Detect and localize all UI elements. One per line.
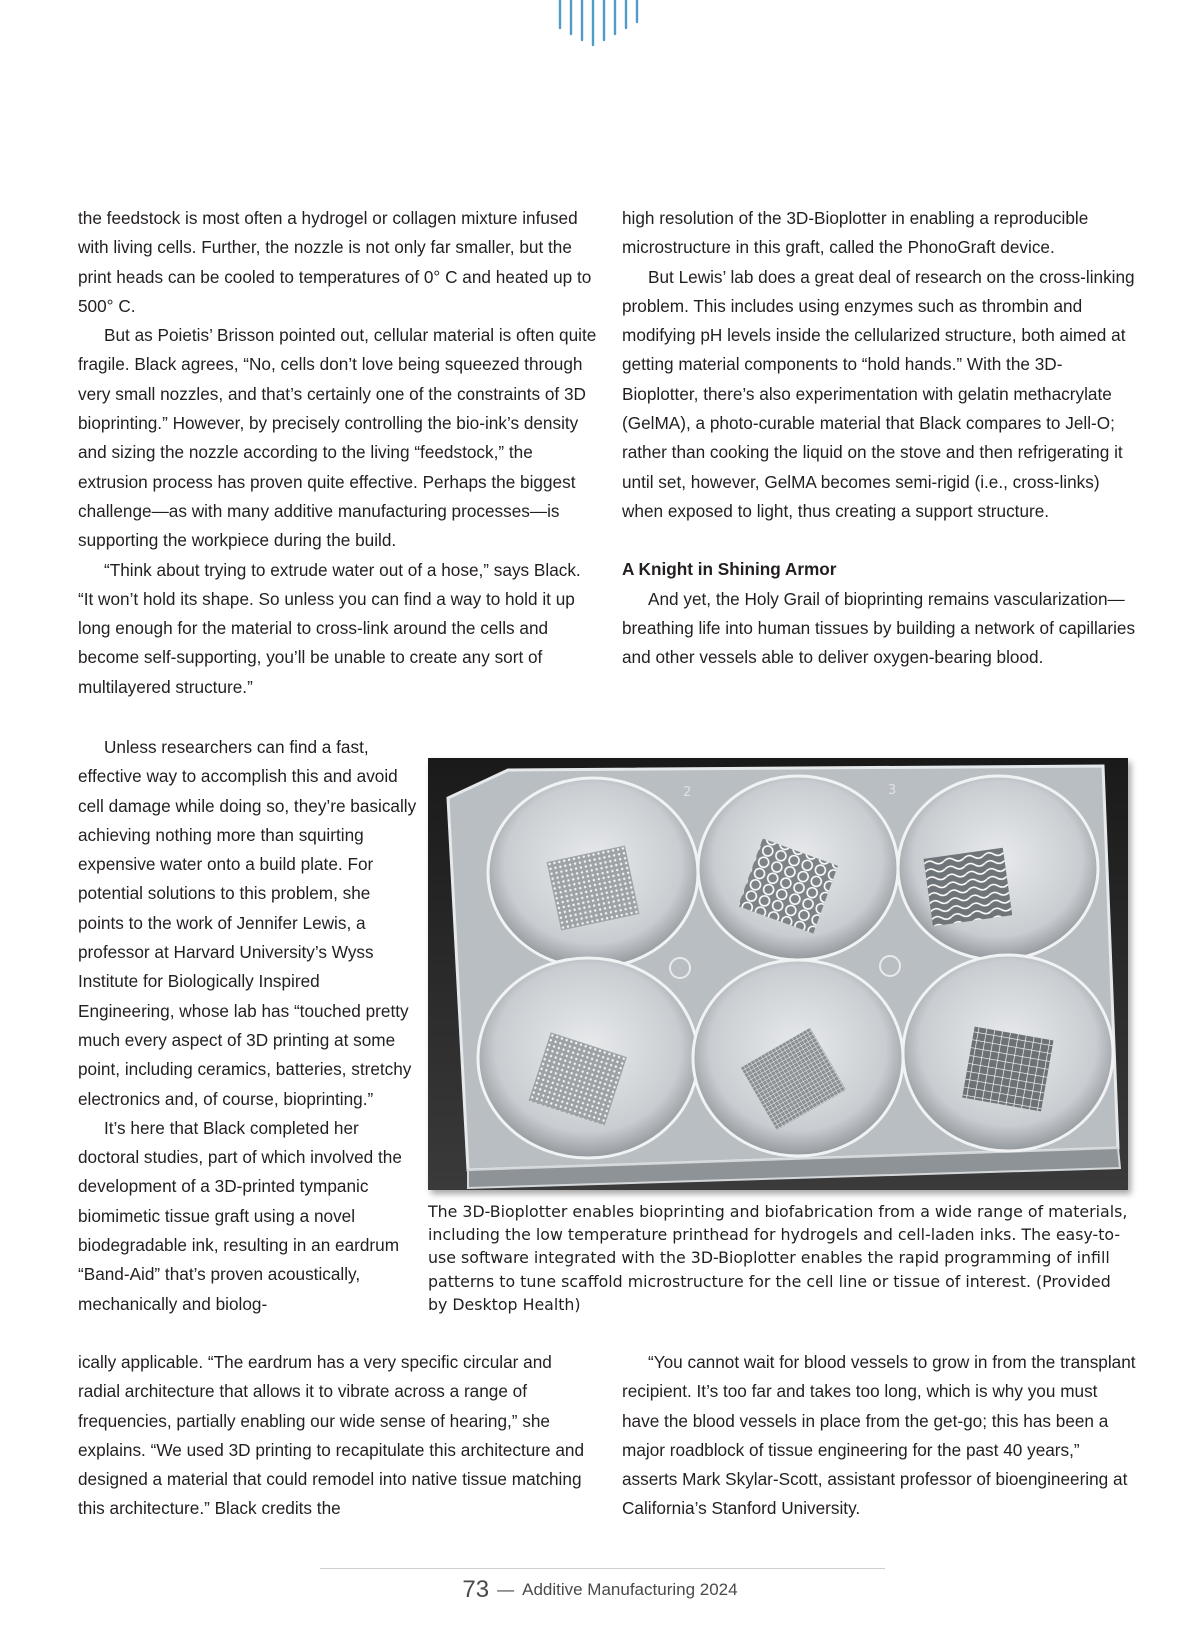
well-plate-photo [428,758,1128,1190]
body-paragraph: the feedstock is most often a hydrogel or collagen mixture infused with living cells. Further, the nozzle is not only far smaller, but the print heads can be cooled to temperatures of 0° C and heated up to 500° C. [78,208,592,316]
body-paragraph: ically applicable. “The eardrum has a very specific circular and radial architecture that allows it to vibrate across a range of frequencies, partially enabling our wide sense of hearing,” she explains. “We used 3D printing to recapitulate this architecture and designed a material that could remodel into native tissue matching this architecture.” Black credits the [78,1352,585,1519]
left-column-top [78,204,598,702]
well-number: 2 [683,785,692,800]
page-footer [0,1576,1200,1604]
left-column-narrow [78,733,418,1319]
right-column-bottom [622,1348,1137,1524]
page-number: 73 [462,1576,490,1603]
body-paragraph: high resolution of the 3D-Bioplotter in enabling a reproducible microstructure in this graft, called the PhonoGraft device. [622,208,1089,258]
body-paragraph: “You cannot wait for blood vessels to grow in from the transplant recipient. It’s too far and takes too long, which is why you must have the blood vessels in place from the get-go; this has been a major roadblock of tissue engineering for the past 40 years,” asserts Mark Skylar-Scott, assistant professor of bioengineering at California’s Stanford University. [622,1352,1136,1519]
vertical-lines-icon [555,0,645,48]
section-subheading: A Knight in Shining Armor [622,559,837,580]
footer-separator: — [497,1580,515,1599]
body-paragraph: But Lewis’ lab does a great deal of research on the cross-linking problem. This includes using enzymes such as thrombin and modifying pH levels inside the cellularized structure, both aimed at getting material components to “hold hands.” With the 3D-Bioplotter, there’s also experimentation with gelatin methacrylate (GelMA), a photo-curable material that Black compares to Jell-O; rather than cooking the liquid on the stove and then refrigerating it until set, however, GelMA becomes semi-rigid (i.e., cross-links) when exposed to light, thus creating a support structure. [622,266,1135,521]
body-paragraph: “Think about trying to extrude water out of a hose,” says Black. “It won’t hold its shape. So unless you can find a way to hold it up long enough for the material to cross-link around the cells and become self-supporting, you’ll be unable to create any sort of multilayered structure.” [78,559,581,697]
body-paragraph: But as Poietis’ Brisson pointed out, cellular material is often quite fragile. Black agrees, “No, cells don’t love being squeezed through very small nozzles, and that’s certainly one of the constraints of 3D bioprinting.” However, by precisely controlling the bio-ink’s density and sizing the nozzle according to the living “feedstock,” the extrusion process has proven quite effective. Perhaps the biggest challenge—as with many additive manufacturing processes—is supporting the workpiece during the build. [78,325,597,551]
left-column-bottom [78,1348,598,1524]
body-paragraph: It’s here that Black completed her doctoral studies, part of which involved the development of a 3D-printed tympanic biomimetic tissue graft using a novel biodegradable ink, resulting in an eardrum “Band-Aid” that’s proven acoustically, mechanically and biolog- [78,1117,402,1314]
publication-name: Additive Manufacturing 2024 [522,1580,738,1599]
body-paragraph: And yet, the Holy Grail of bioprinting remains vascularization—breathing life into human tissues by building a network of capillaries and other vessels able to deliver oxygen-bearing blood. [622,588,1136,668]
right-column-top [622,204,1137,672]
figure-caption: The 3D-Bioplotter enables bioprinting and biofabrication from a wide range of materials, including the low temperature printhead for hydrogels and cell-laden inks. The easy-to-use software integrated with the 3D-Bioplotter enables the rapid programming of infill patterns to tune scaffold microstructure for the cell line or tissue of interest. (Provided by Desktop Health) [428,1202,1128,1314]
well-number: 3 [888,783,897,798]
footer-rule [320,1568,885,1569]
body-paragraph: Unless researchers can find a fast, effective way to accomplish this and avoid cell damage while doing so, they’re basically achieving nothing more than squirting expensive water onto a build plate. For potential solutions to this problem, she points to the work of Jennifer Lewis, a professor at Harvard University’s Wyss Institute for Biologically Inspired Engineering, whose lab has “touched pretty much every aspect of 3D printing at some point, including ceramics, batteries, stretchy electronics and, of course, bioprinting.” [78,737,417,1109]
